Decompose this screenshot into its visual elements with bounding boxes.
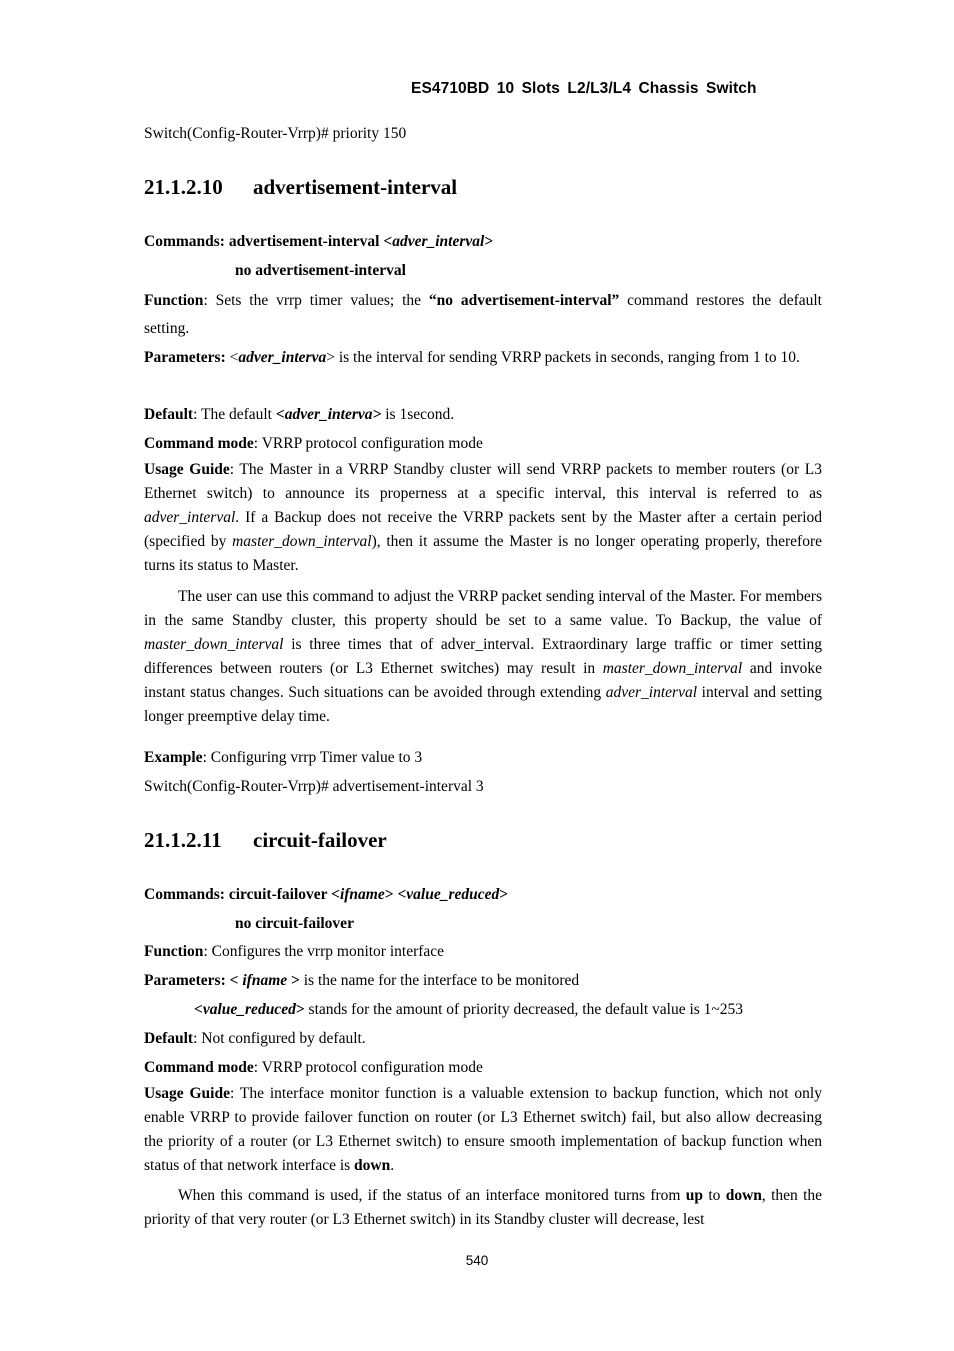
para-text: to bbox=[703, 1187, 726, 1204]
page-number: 540 bbox=[465, 1253, 489, 1268]
default-param: <adver_interva> bbox=[275, 406, 382, 423]
usage-text: : The Master in a VRRP Standby cluster will send VRRP packets to member routers (or L3 Ethernet switch) to announce its properness at a specific interval, this interval is referred to as bbox=[144, 461, 822, 502]
usage-bold: down bbox=[354, 1157, 391, 1174]
usage-text-end: . bbox=[390, 1157, 395, 1174]
function-line bbox=[144, 940, 822, 964]
param-text: stands for the amount of priority decreased, the default value is 1~253 bbox=[304, 1001, 744, 1018]
section-heading-advertisement-interval bbox=[144, 175, 457, 200]
function-label: Function bbox=[144, 292, 204, 309]
example-line bbox=[144, 746, 822, 770]
parameters-label: Parameters: bbox=[144, 349, 226, 366]
parameters-param: adver_interva bbox=[238, 349, 327, 366]
command-param: adver_interval bbox=[392, 233, 485, 250]
section-number: 21.1.2.10 bbox=[144, 175, 223, 199]
usage-text: . If a Backup does not receive the VRRP packets sent by the Master after a certain period (specified by bbox=[144, 509, 822, 550]
parameters-line bbox=[144, 969, 822, 993]
function-text: : Configures the vrrp monitor interface bbox=[203, 943, 445, 960]
function-label: Function bbox=[144, 943, 204, 960]
usage-guide-label: Usage Guide bbox=[144, 1085, 230, 1102]
function-text: : Sets the vrrp timer values; the bbox=[203, 292, 429, 309]
parameters-open: < bbox=[225, 349, 239, 366]
param-close: > bbox=[295, 1001, 305, 1018]
para-text: and invoke instant status changes. Such situations can be avoided through extending bbox=[144, 660, 822, 701]
usage-text: ), then it assume the Master is no longer operating properly, therefore turns its status to Master. bbox=[144, 533, 822, 574]
command-mode-label: Command mode bbox=[144, 1059, 254, 1076]
section-title: advertisement-interval bbox=[253, 175, 458, 199]
default-line bbox=[144, 403, 822, 427]
parameters-label: Parameters: bbox=[144, 972, 226, 989]
command-syntax: advertisement-interval < bbox=[228, 233, 393, 250]
section-number: 21.1.2.11 bbox=[144, 828, 222, 852]
example-text: : Configuring vrrp Timer value to 3 bbox=[202, 749, 423, 766]
para-text: The user can use this command to adjust the VRRP packet sending interval of the Master. For members in the same Standby cluster, this property should be set to a same value. To Backup, the value of bbox=[144, 588, 822, 629]
usage-text: : The interface monitor function is a valuable extension to backup function, which not only enable VRRP to provide failover function on router (or L3 Ethernet switch) fail, but also allow decreasing the priority of a router (or L3 Ethernet switch) to ensure smooth implementation of backup function when status of that network interface is bbox=[144, 1085, 822, 1174]
parameters-line-2 bbox=[194, 998, 743, 1022]
commands-label: Commands: bbox=[144, 886, 225, 903]
para-italic: master_down_interval bbox=[144, 636, 284, 653]
commands-line bbox=[144, 883, 822, 907]
para-bold: up bbox=[685, 1187, 704, 1204]
top-example-command: Switch(Config-Router-Vrrp)# priority 150 bbox=[144, 125, 407, 142]
default-label: Default bbox=[144, 1030, 194, 1047]
para-text: interval and setting longer preemptive delay time. bbox=[144, 684, 822, 725]
para-text: , then the priority of that very router (or L3 Ethernet switch) in its Standby cluster will decrease, lest bbox=[144, 1187, 823, 1228]
command-close: > bbox=[499, 886, 509, 903]
para-text: When this command is used, if the status of an interface monitored turns from bbox=[178, 1187, 686, 1204]
section-heading-circuit-failover bbox=[144, 828, 387, 853]
parameters-param: ifname bbox=[242, 972, 288, 989]
commands-label: Commands: bbox=[144, 233, 225, 250]
no-command-line bbox=[235, 259, 406, 283]
para-italic: adver_interval bbox=[605, 684, 698, 701]
para-bold: down bbox=[725, 1187, 762, 1204]
command-mode-text: : VRRP protocol configuration mode bbox=[253, 435, 483, 452]
no-command: no advertisement-interval bbox=[235, 262, 406, 279]
para-text: is three times that of adver_interval. Extraordinary large traffic or timer setting differences between routers (or L3 Ethernet switches) may result in bbox=[144, 636, 822, 677]
command-param: ifname bbox=[339, 886, 385, 903]
usage-guide-paragraph bbox=[144, 1082, 822, 1178]
usage-italic: master_down_interval bbox=[232, 533, 372, 550]
usage-guide-label: Usage Guide bbox=[144, 461, 230, 478]
command-mode-line bbox=[144, 432, 822, 456]
example-command: Switch(Config-Router-Vrrp)# advertisement-interval 3 bbox=[144, 778, 484, 795]
parameters-open: < bbox=[225, 972, 243, 989]
command-syntax: > < bbox=[384, 886, 407, 903]
usage-italic: adver_interval bbox=[144, 509, 236, 526]
section-title: circuit-failover bbox=[253, 828, 387, 852]
default-text: : Not configured by default. bbox=[193, 1030, 366, 1047]
parameters-text: > is the interval for sending VRRP packets in seconds, ranging from 1 to 10. bbox=[326, 349, 800, 366]
parameters-paragraph bbox=[144, 344, 822, 372]
usage-guide-paragraph bbox=[144, 458, 822, 578]
function-text-end: command restores the default setting. bbox=[144, 292, 822, 337]
default-label: Default bbox=[144, 406, 194, 423]
parameters-close: > bbox=[287, 972, 300, 989]
param-open: < bbox=[194, 1001, 203, 1018]
para-italic: master_down_interval bbox=[602, 660, 743, 677]
example-label: Example bbox=[144, 749, 203, 766]
command-syntax: circuit-failover < bbox=[228, 886, 340, 903]
command-mode-text: : VRRP protocol configuration mode bbox=[253, 1059, 483, 1076]
usage-guide-paragraph-2 bbox=[144, 585, 822, 729]
commands-line bbox=[144, 230, 822, 254]
running-header: ES4710BD 10 Slots L2/L3/L4 Chassis Switch bbox=[411, 80, 757, 97]
no-command: no circuit-failover bbox=[235, 915, 354, 932]
param-name: value_reduced bbox=[202, 1001, 296, 1018]
command-mode-label: Command mode bbox=[144, 435, 254, 452]
command-close: > bbox=[484, 233, 494, 250]
usage-guide-paragraph-2 bbox=[144, 1184, 822, 1232]
default-text: : The default bbox=[193, 406, 276, 423]
default-line bbox=[144, 1027, 822, 1051]
parameters-text: is the name for the interface to be monitored bbox=[299, 972, 580, 989]
command-param: value_reduced bbox=[406, 886, 500, 903]
command-mode-line bbox=[144, 1056, 822, 1080]
no-command-line bbox=[235, 912, 354, 936]
default-text-end: is 1second. bbox=[381, 406, 455, 423]
function-quote: “no advertisement-interval” bbox=[428, 292, 620, 309]
function-paragraph bbox=[144, 287, 822, 343]
